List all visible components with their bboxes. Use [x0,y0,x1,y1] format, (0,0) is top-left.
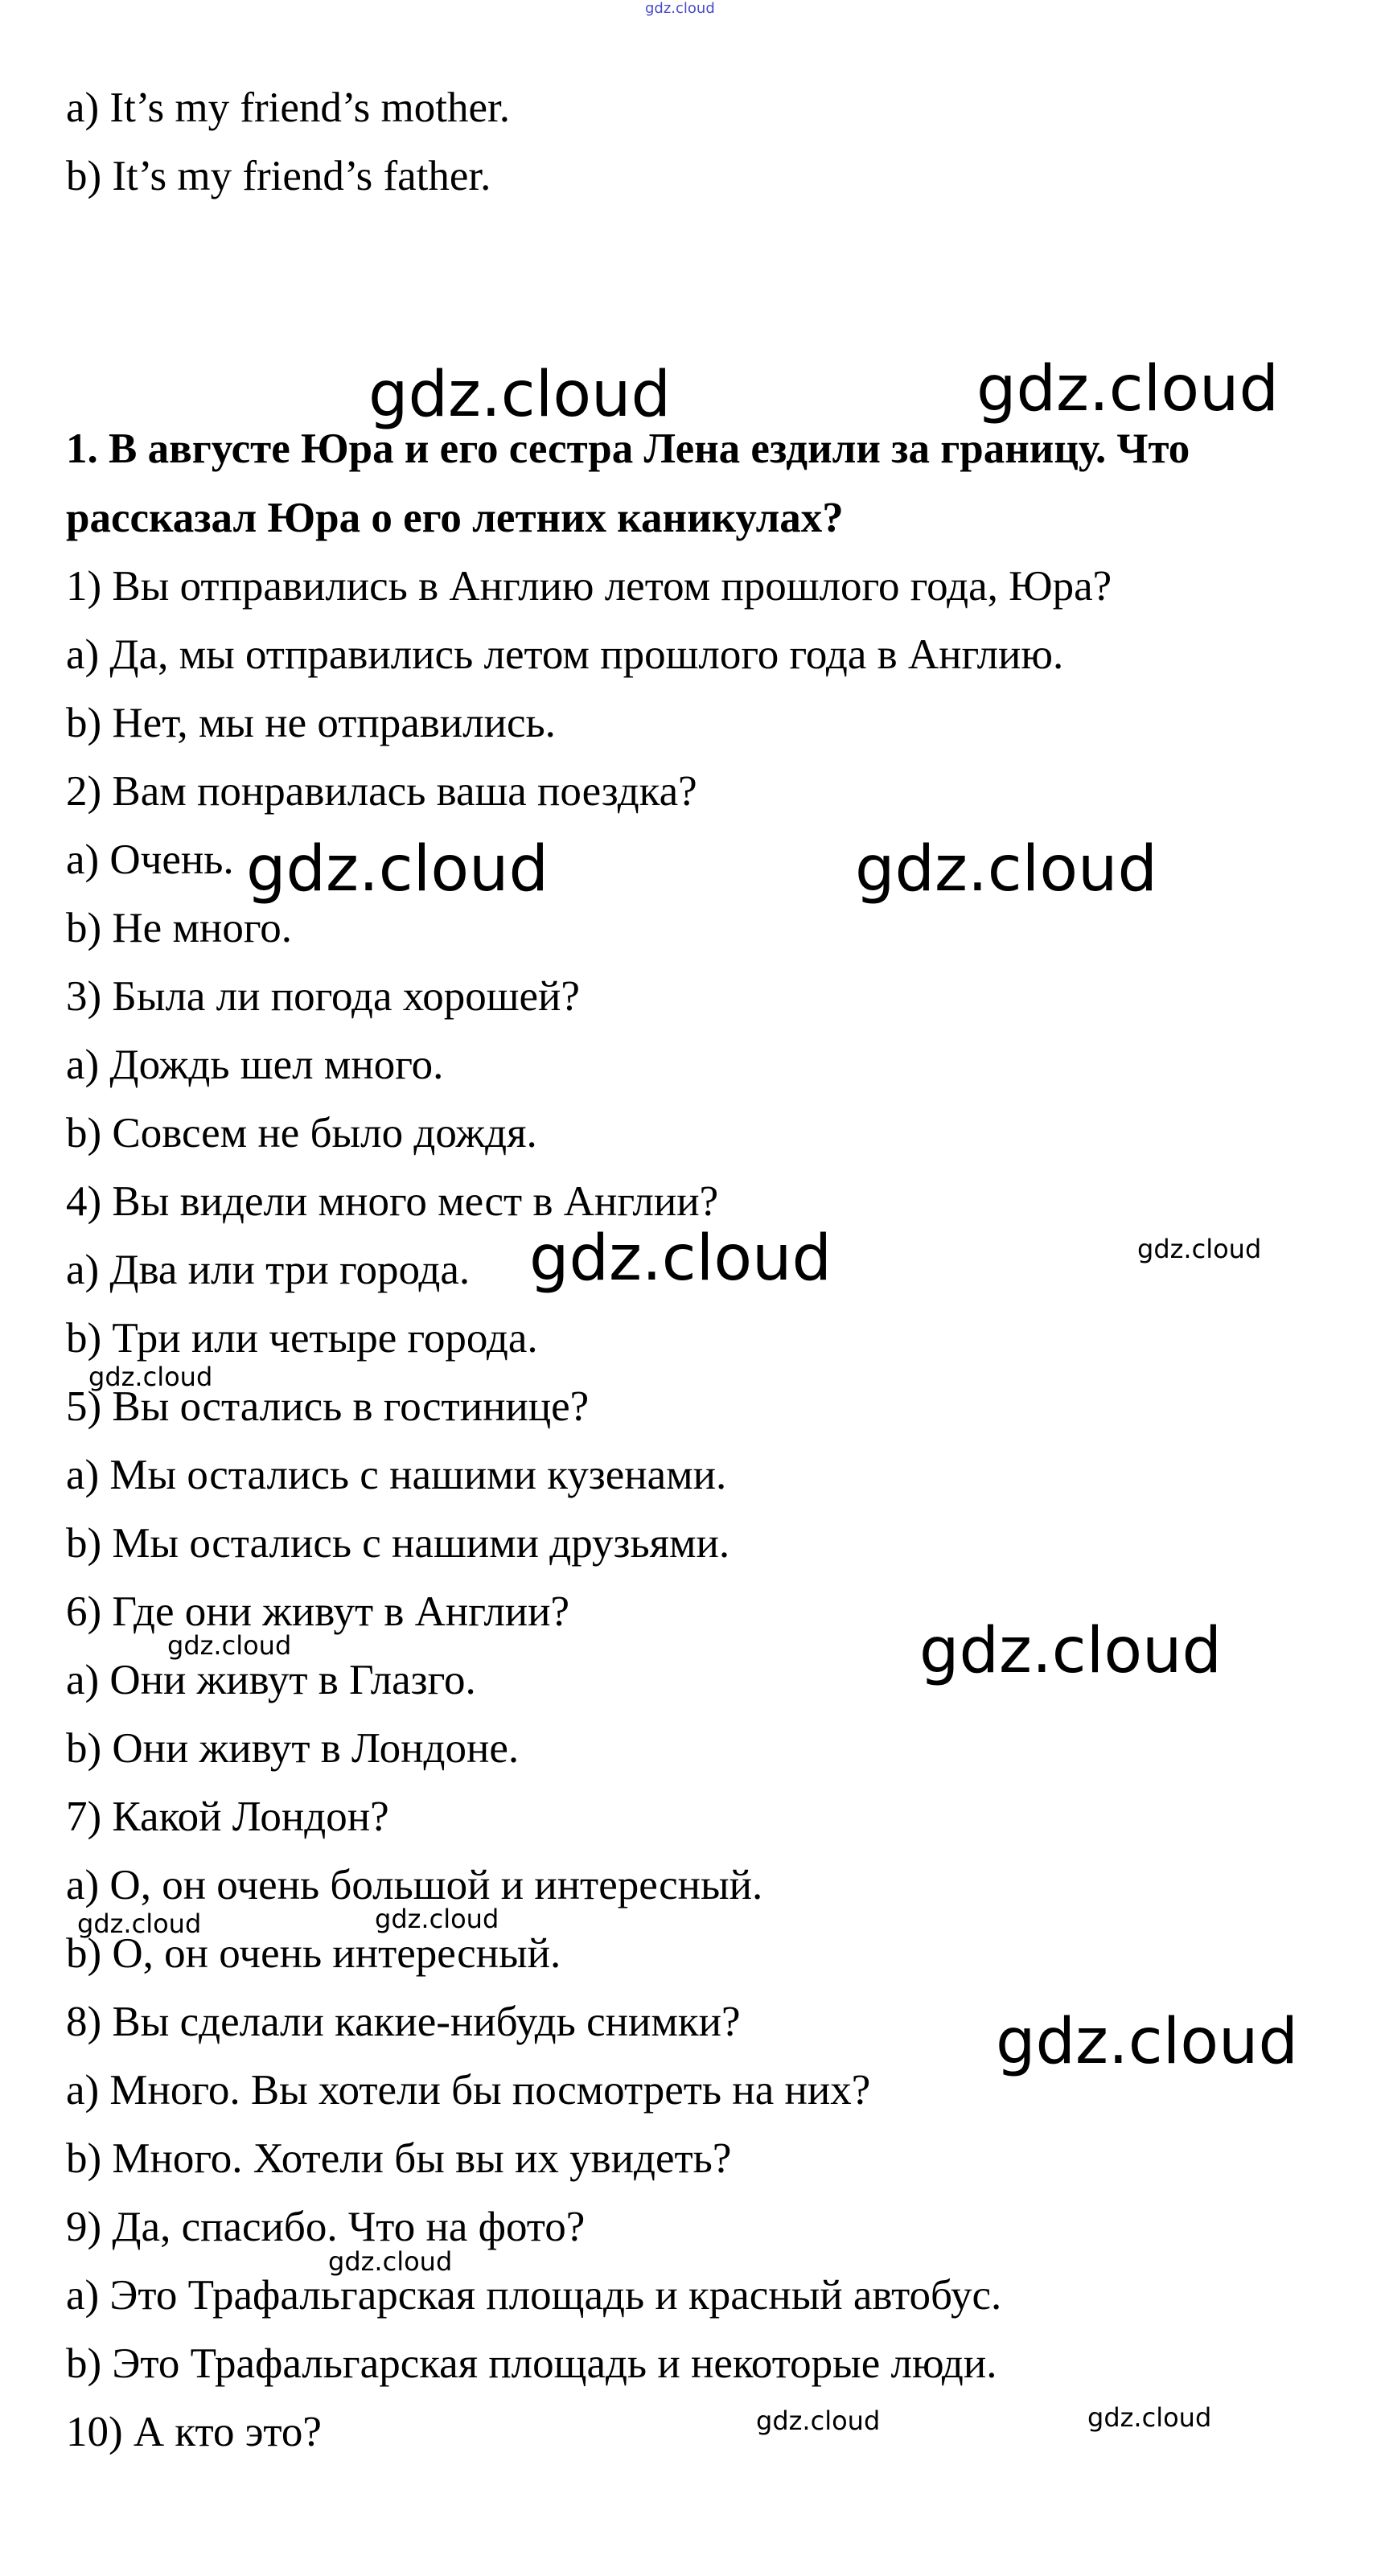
watermark: gdz.cloud [855,833,1157,906]
watermark: gdz.cloud [77,1908,202,1939]
answer-line: a) Они живут в Глазго. [66,1657,476,1703]
answer-line: a) О, он очень большой и интересный. [66,1862,763,1908]
answer-line: a) Много. Вы хотели бы посмотреть на них? [66,2067,871,2114]
question-line: 10) А кто это? [66,2409,322,2455]
watermark: gdz.cloud [167,1630,292,1661]
answer-line: a) Это Трафальгарская площадь и красный автобус. [66,2272,1002,2319]
answer-line: a) Да, мы отправились летом прошлого года в Англию. [66,631,1064,678]
answer-line: b) Нет, мы не отправились. [66,700,556,746]
question-line: 2) Вам понравилась ваша поездка? [66,768,697,815]
answer-line: b) Много. Хотели бы вы их увидеть? [66,2135,732,2182]
answer-line: a) Очень. [66,836,234,883]
answer-line: a) It’s my friend’s mother. [66,84,510,131]
answer-line: b) Не много. [66,905,293,951]
watermark: gdz.cloud [1087,2402,1212,2433]
answer-line: b) Три или четыре города. [66,1315,538,1362]
question-line: 4) Вы видели много мест в Англии? [66,1178,719,1225]
watermark: gdz.cloud [529,1222,832,1295]
watermark: gdz.cloud [88,1362,213,1392]
watermark: gdz.cloud [368,359,671,431]
watermark: gdz.cloud [976,353,1279,425]
answer-line: b) Мы остались с нашими друзьями. [66,1520,730,1567]
question-line: 5) Вы остались в гостинице? [66,1383,590,1430]
answer-line: b) Они живут в Лондоне. [66,1725,520,1772]
answer-line: a) Два или три города. [66,1247,471,1293]
header-watermark: gdz.cloud [645,0,715,17]
watermark: gdz.cloud [375,1904,499,1934]
watermark: gdz.cloud [756,2405,881,2436]
watermark: gdz.cloud [1137,1234,1262,1264]
question-line: 8) Вы сделали какие-нибудь снимки? [66,1999,741,2045]
answer-line: b) Совсем не было дождя. [66,1110,537,1157]
watermark: gdz.cloud [246,833,549,906]
answer-line: a) Мы остались с нашими кузенами. [66,1452,727,1498]
answer-line: a) Дождь шел много. [66,1041,444,1088]
question-line: 3) Была ли погода хорошей? [66,973,580,1020]
answer-line: b) It’s my friend’s father. [66,153,491,199]
watermark: gdz.cloud [996,2006,1298,2078]
watermark: gdz.cloud [919,1615,1222,1687]
answer-line: b) Это Трафальгарская площадь и некоторые люди. [66,2340,997,2387]
question-line: 7) Какой Лондон? [66,1793,389,1840]
question-line: 1) Вы отправились в Англию летом прошлого года, Юра? [66,563,1112,610]
question-line: 9) Да, спасибо. Что на фото? [66,2204,586,2250]
question-line: 6) Где они живут в Англии? [66,1588,570,1635]
task-heading-line: 1. В августе Юра и его сестра Лена ездили за границу. Что [66,425,1190,472]
task-heading-line: рассказал Юра о его летних каникулах? [66,495,844,541]
watermark: gdz.cloud [328,2246,453,2277]
answer-line: b) О, он очень интересный. [66,1930,561,1977]
